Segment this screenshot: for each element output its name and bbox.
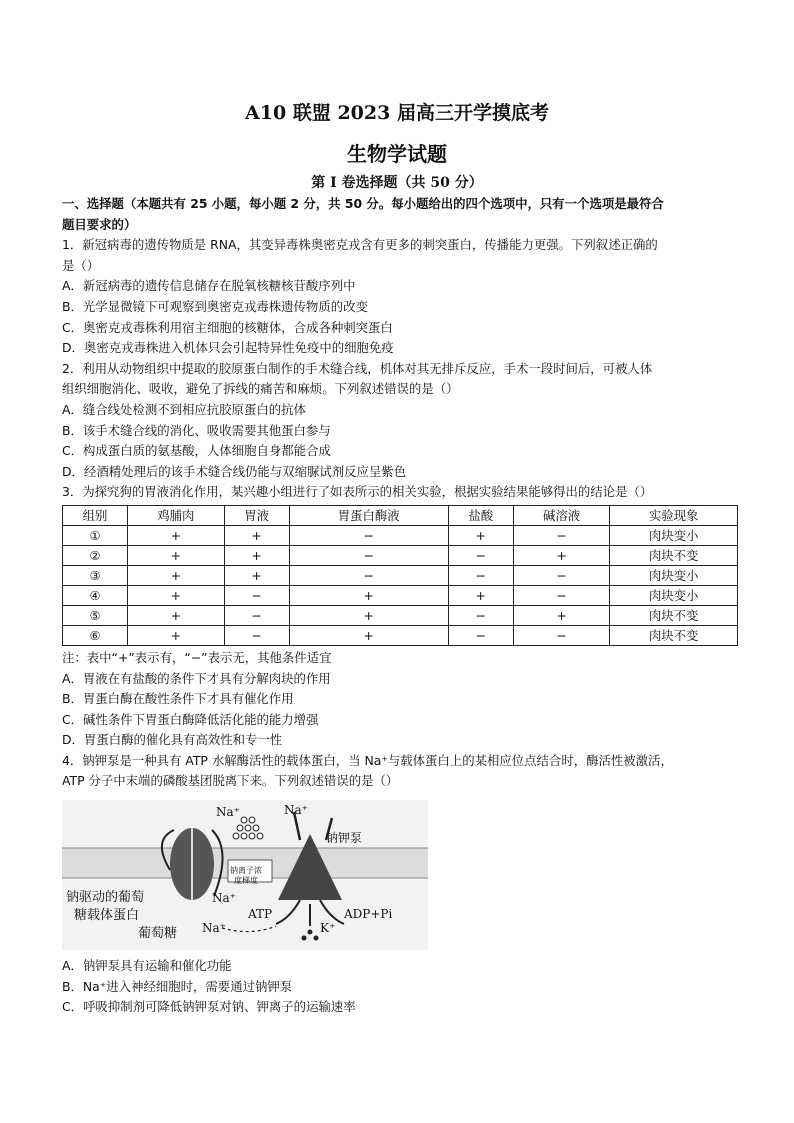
table-row: [63, 525, 738, 545]
q2-stem-cont: 组织细胞消化、吸收，避免了拆线的痛苦和麻烦。下列叙述错误的是（）: [62, 381, 459, 397]
table-cell: 肉块变小: [610, 585, 738, 605]
table-header-cell: 胃液: [224, 505, 289, 525]
table-cell: 肉块变小: [610, 525, 738, 545]
table-header-cell: 鸡脯肉: [128, 505, 224, 525]
table-cell: ③: [63, 565, 128, 585]
table-cell: −: [289, 565, 448, 585]
table-cell: −: [448, 565, 513, 585]
q4-option-a: A．钠钾泵具有运输和催化功能: [62, 958, 232, 974]
table-cell: ②: [63, 545, 128, 565]
q1-option-b: B．光学显微镜下可观察到奥密克戎毒株遗传物质的改变: [62, 298, 368, 314]
potassium-dot: [314, 936, 319, 941]
part-title: 第 I 卷选择题（共 50 分）: [311, 175, 483, 191]
q1-stem: 1．新冠病毒的遗传物质是 RNA，其变异毒株奥密克戎含有更多的刺突蛋白，传播能力更强。下列叙述正确的: [62, 237, 658, 253]
experiment-table: [62, 505, 738, 646]
table-cell: +: [448, 525, 513, 545]
q1-option-c: C．奥密克戎毒株利用宿主细胞的核糖体，合成各种刺突蛋白: [62, 319, 393, 335]
table-cell: +: [289, 605, 448, 625]
table-cell: +: [513, 545, 609, 565]
label-gradient-2: 度梯度: [234, 876, 258, 886]
table-row: [63, 545, 738, 565]
label-glucose: 葡萄糖: [138, 926, 178, 942]
table-cell: −: [513, 625, 609, 645]
label-pump: 钠钾泵: [326, 831, 363, 846]
q2-stem: 2．利用从动物组织中提取的胶原蛋白制作的手术缝合线，机体对其无排斥反应，手术一段时间后，可被人体: [62, 360, 653, 376]
q2-option-b: B．该手术缝合线的消化、吸收需要其他蛋白参与: [62, 422, 331, 438]
q3-option-b: B．胃蛋白酶在酸性条件下才具有催化作用: [62, 691, 294, 707]
q2-option-c: C．构成蛋白质的氨基酸，人体细胞自身都能合成: [62, 443, 331, 459]
table-cell: +: [128, 605, 224, 625]
table-cell: +: [224, 565, 289, 585]
label-k: K⁺: [320, 921, 336, 936]
table-cell: −: [513, 565, 609, 585]
sodium-dot: [237, 825, 243, 831]
table-cell: +: [128, 565, 224, 585]
q1-stem-cont: 是（）: [62, 257, 100, 273]
label-carrier-2: 糖载体蛋白: [74, 908, 140, 924]
q2-option-a: A．缝合线处检测不到相应抗胶原蛋白的抗体: [62, 401, 306, 417]
label-na-mid: Na⁺: [212, 891, 236, 906]
table-cell: −: [224, 625, 289, 645]
table-header-cell: 实验现象: [610, 505, 738, 525]
exam-content: [62, 194, 738, 1018]
q3-option-a: A．胃液在有盐酸的条件下才具有分解肉块的作用: [62, 670, 331, 686]
sodium-dot: [241, 833, 247, 839]
table-cell: 肉块变小: [610, 565, 738, 585]
sodium-dot: [253, 825, 259, 831]
table-cell: 肉块不变: [610, 605, 738, 625]
table-header-row: [63, 505, 738, 525]
table-cell: +: [513, 605, 609, 625]
q3-table-note: 注：表中“+”表示有，“−”表示无，其他条件适宜: [62, 649, 332, 665]
q3-stem: 3．为探究狗的胃液消化作用，某兴趣小组进行了如表所示的相关实验，根据实验结果能够得出的结论是（）: [62, 484, 653, 500]
dashed-path: [222, 926, 276, 932]
q4-stem-cont: ATP 分子中末端的磷酸基团脱离下来。下列叙述错误的是（）: [62, 773, 399, 789]
table-header-cell: 组别: [63, 505, 128, 525]
q1-option-a: A．新冠病毒的遗传信息储存在脱氧核糖核苷酸序列中: [62, 278, 356, 294]
exam-title: A10 联盟 2023 届高三开学摸底考: [245, 102, 549, 124]
table-cell: 肉块不变: [610, 545, 738, 565]
q3-option-c: C．碱性条件下胃蛋白酶降低活化能的能力增强: [62, 711, 319, 727]
table-header-cell: 胃蛋白酶液: [289, 505, 448, 525]
label-carrier-1: 钠驱动的葡萄: [66, 890, 145, 906]
label-na-bottom: Na⁺: [202, 921, 226, 936]
table-row: [63, 605, 738, 625]
table-cell: −: [448, 605, 513, 625]
table-cell: −: [448, 625, 513, 645]
label-adp: ADP+Pi: [344, 907, 393, 922]
table-cell: +: [289, 585, 448, 605]
table-cell: −: [289, 545, 448, 565]
table-cell: −: [448, 545, 513, 565]
table-row: [63, 565, 738, 585]
section-heading-cont: 题目要求的）: [62, 216, 137, 232]
sodium-dot: [257, 833, 263, 839]
table-cell: +: [224, 545, 289, 565]
q4-option-c: C．呼吸抑制剂可降低钠钾泵对钠、钾离子的运输速率: [62, 999, 356, 1015]
table-cell: −: [289, 525, 448, 545]
sodium-dot: [249, 817, 255, 823]
sodium-dot: [249, 833, 255, 839]
table-cell: +: [128, 545, 224, 565]
sodium-dot: [245, 825, 251, 831]
label-na-top-right: Na⁺: [284, 803, 308, 818]
potassium-dot: [308, 930, 313, 935]
table-header-cell: 盐酸: [448, 505, 513, 525]
q4-option-b: B．Na⁺进入神经细胞时，需要通过钠钾泵: [62, 978, 293, 994]
table-header-cell: 碱溶液: [513, 505, 609, 525]
subject-title: 生物学试题: [347, 142, 447, 166]
q3-option-d: D．胃蛋白酶的催化具有高效性和专一性: [62, 732, 283, 748]
pump-arrow-atp: [276, 900, 300, 924]
table-cell: +: [128, 525, 224, 545]
table-cell: ⑤: [63, 605, 128, 625]
table-cell: −: [513, 525, 609, 545]
table-row: [63, 625, 738, 645]
table-cell: +: [224, 525, 289, 545]
label-gradient-1: 钠离子浓: [230, 866, 262, 876]
table-cell: −: [513, 585, 609, 605]
table-cell: ①: [63, 525, 128, 545]
table-cell: +: [289, 625, 448, 645]
table-cell: −: [224, 605, 289, 625]
table-cell: +: [448, 585, 513, 605]
table-row: [63, 585, 738, 605]
sodium-dot: [241, 817, 247, 823]
table-cell: ⑥: [63, 625, 128, 645]
table-cell: +: [128, 625, 224, 645]
sodium-potassium-pump-figure: [62, 800, 428, 950]
label-na-top-left: Na⁺: [216, 805, 240, 820]
sodium-dot: [233, 833, 239, 839]
table-cell: ④: [63, 585, 128, 605]
q4-stem: 4．钠钾泵是一种具有 ATP 水解酶活性的载体蛋白，当 Na⁺与载体蛋白上的某相应位点结合时，酶活性被激活，: [62, 752, 673, 768]
table-cell: 肉块不变: [610, 625, 738, 645]
potassium-dot: [302, 936, 307, 941]
table-cell: −: [224, 585, 289, 605]
table-cell: +: [128, 585, 224, 605]
label-atp: ATP: [248, 907, 273, 922]
section-heading: 一、选择题（本题共有 25 小题，每小题 2 分，共 50 分。每小题给出的四个选项中，只有一个选项是最符合: [62, 196, 664, 211]
q2-option-d: D．经酒精处理后的该手术缝合线仍能与双缩脲试剂反应呈紫色: [62, 463, 407, 479]
q1-option-d: D．奥密克戎毒株进入机体只会引起特异性免疫中的细胞免疫: [62, 340, 394, 356]
